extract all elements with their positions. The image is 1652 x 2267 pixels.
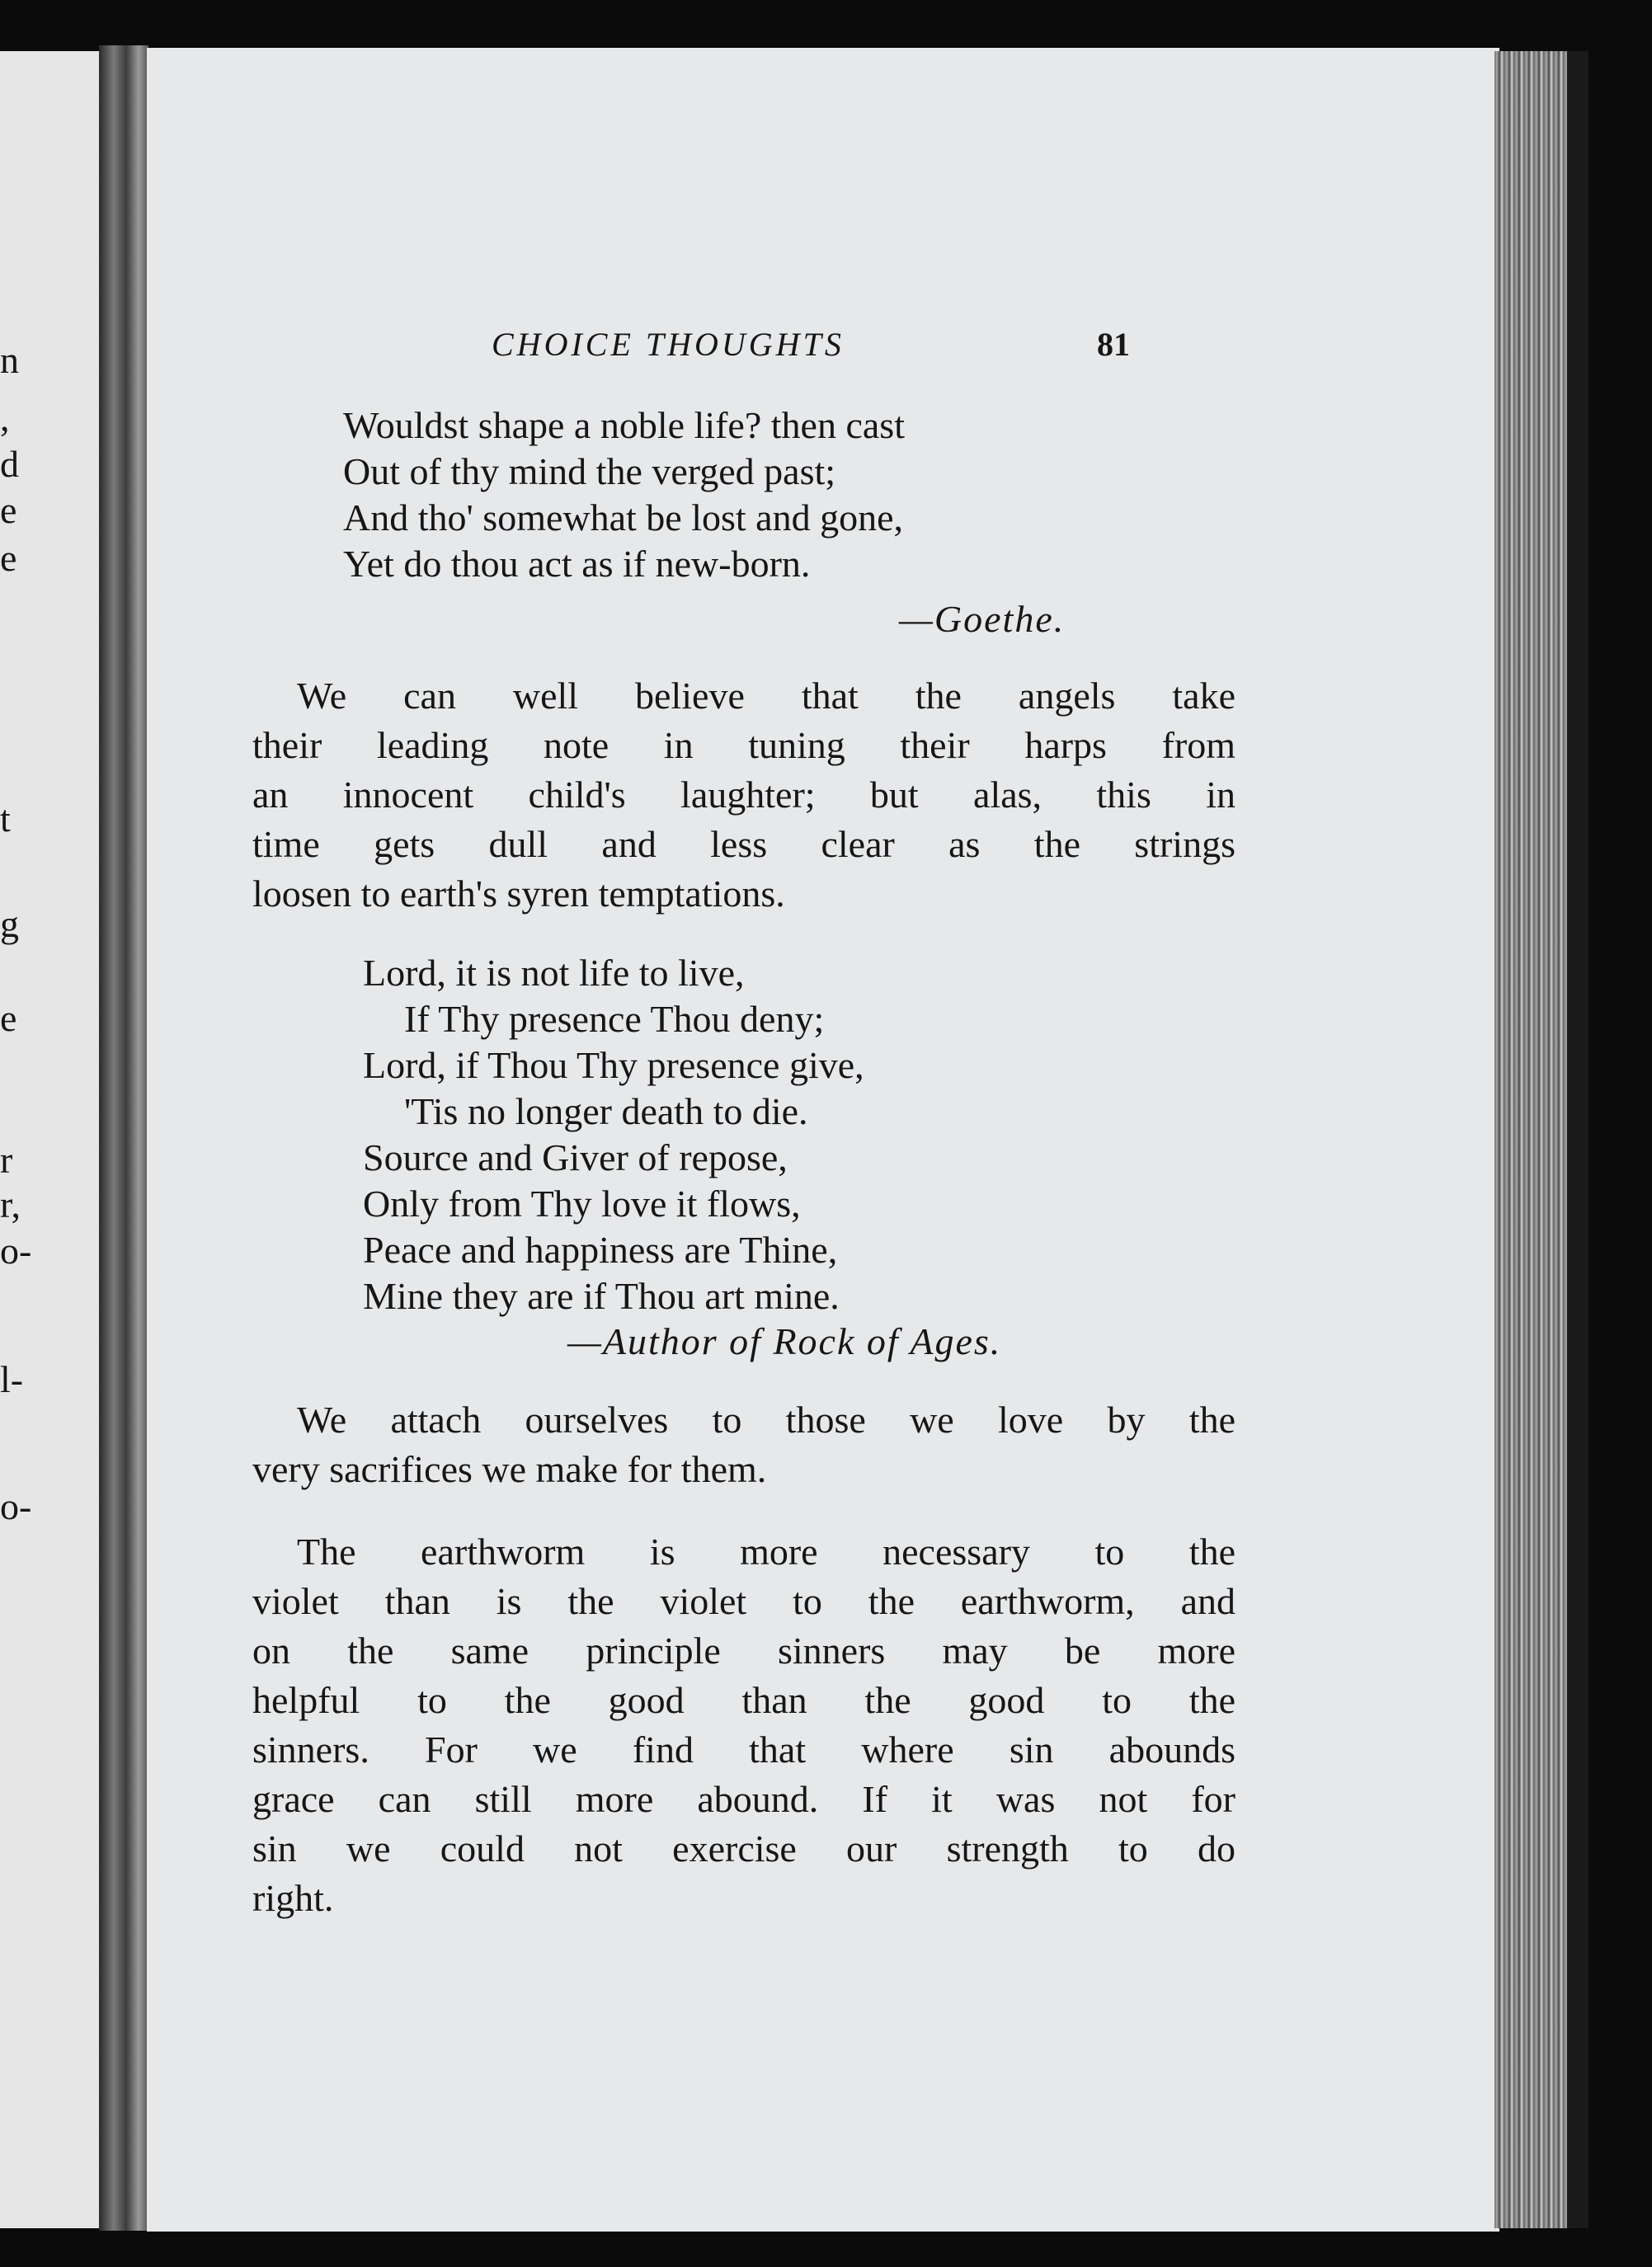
paragraph-line: We can well believe that the angels take [297,675,1235,717]
page-header [147,325,1499,374]
paragraph-line: We attach ourselves to those we love by the [297,1399,1235,1441]
left-page-char: t [0,797,11,840]
left-page-char: , [0,397,10,439]
left-page-char: o- [0,1485,32,1527]
paragraph-line: right. [252,1877,334,1919]
paragraph-line: on the same principle sinners may be more [252,1630,1235,1672]
poem-lord [363,950,864,1319]
paragraph-line: violet than is the violet to the earthworm, and [252,1580,1235,1622]
left-page-char: o- [0,1230,32,1272]
attribution-goethe: —Goethe. [899,598,1066,640]
poem-line: Lord, if Thou Thy presence give, [363,1044,864,1086]
running-head: CHOICE THOUGHTS [492,326,845,363]
poem-line: Yet do thou act as if new-born. [343,543,811,585]
poem-line: Peace and happiness are Thine, [363,1229,838,1271]
page-edges-shadow [1567,51,1588,2228]
left-page-char: g [0,903,19,945]
poem-line: And tho' somewhat be lost and gone, [343,496,904,539]
left-page-char: r [0,1139,13,1181]
poem-line: Source and Giver of repose, [363,1136,788,1178]
paragraph-earthworm [252,1527,1235,1923]
paragraph-line: sin we could not exercise our strength to do [252,1827,1235,1870]
book-gutter [99,45,148,2231]
paragraph-line: loosen to earth's syren temptations. [252,872,785,915]
attribution-rock-of-ages: —Author of Rock of Ages. [567,1320,1002,1362]
paragraph-line: an innocent child's laughter; but alas, this in [252,774,1235,816]
page-number: 81 [1097,326,1130,363]
poem-line: Mine they are if Thou art mine. [363,1275,840,1317]
poem-line: Wouldst shape a noble life? then cast [343,404,905,446]
paragraph-line: The earthworm is more necessary to the [297,1531,1235,1573]
poem-line: Out of thy mind the verged past; [343,450,836,492]
poem-line: If Thy presence Thou deny; [404,998,825,1040]
left-page-char: r, [0,1183,21,1225]
paragraph-line: very sacrifices we make for them. [252,1448,767,1490]
poem-goethe [343,402,905,587]
paragraph-line: sinners. For we find that where sin abounds [252,1728,1235,1771]
left-page-fragment [0,51,106,2228]
paragraph-line: grace can still more abound. If it was not for [252,1778,1235,1820]
left-page-char: e [0,537,17,579]
book-page [147,48,1499,2232]
left-page-char: e [0,997,17,1039]
left-page-char: n [0,339,19,381]
paragraph-line: time gets dull and less clear as the strings [252,823,1235,865]
poem-line: 'Tis no longer death to die. [404,1090,808,1132]
left-page-char: l- [0,1358,24,1400]
poem-line: Only from Thy love it flows, [363,1183,801,1225]
left-page-char: e [0,489,17,531]
paragraph-line: their leading note in tuning their harps from [252,724,1235,766]
paragraph-sacrifices [252,1395,1235,1494]
poem-line: Lord, it is not life to live, [363,952,745,994]
paragraph-angels [252,671,1235,919]
paragraph-line: helpful to the good than the good to the [252,1679,1235,1721]
left-page-char: d [0,443,19,485]
